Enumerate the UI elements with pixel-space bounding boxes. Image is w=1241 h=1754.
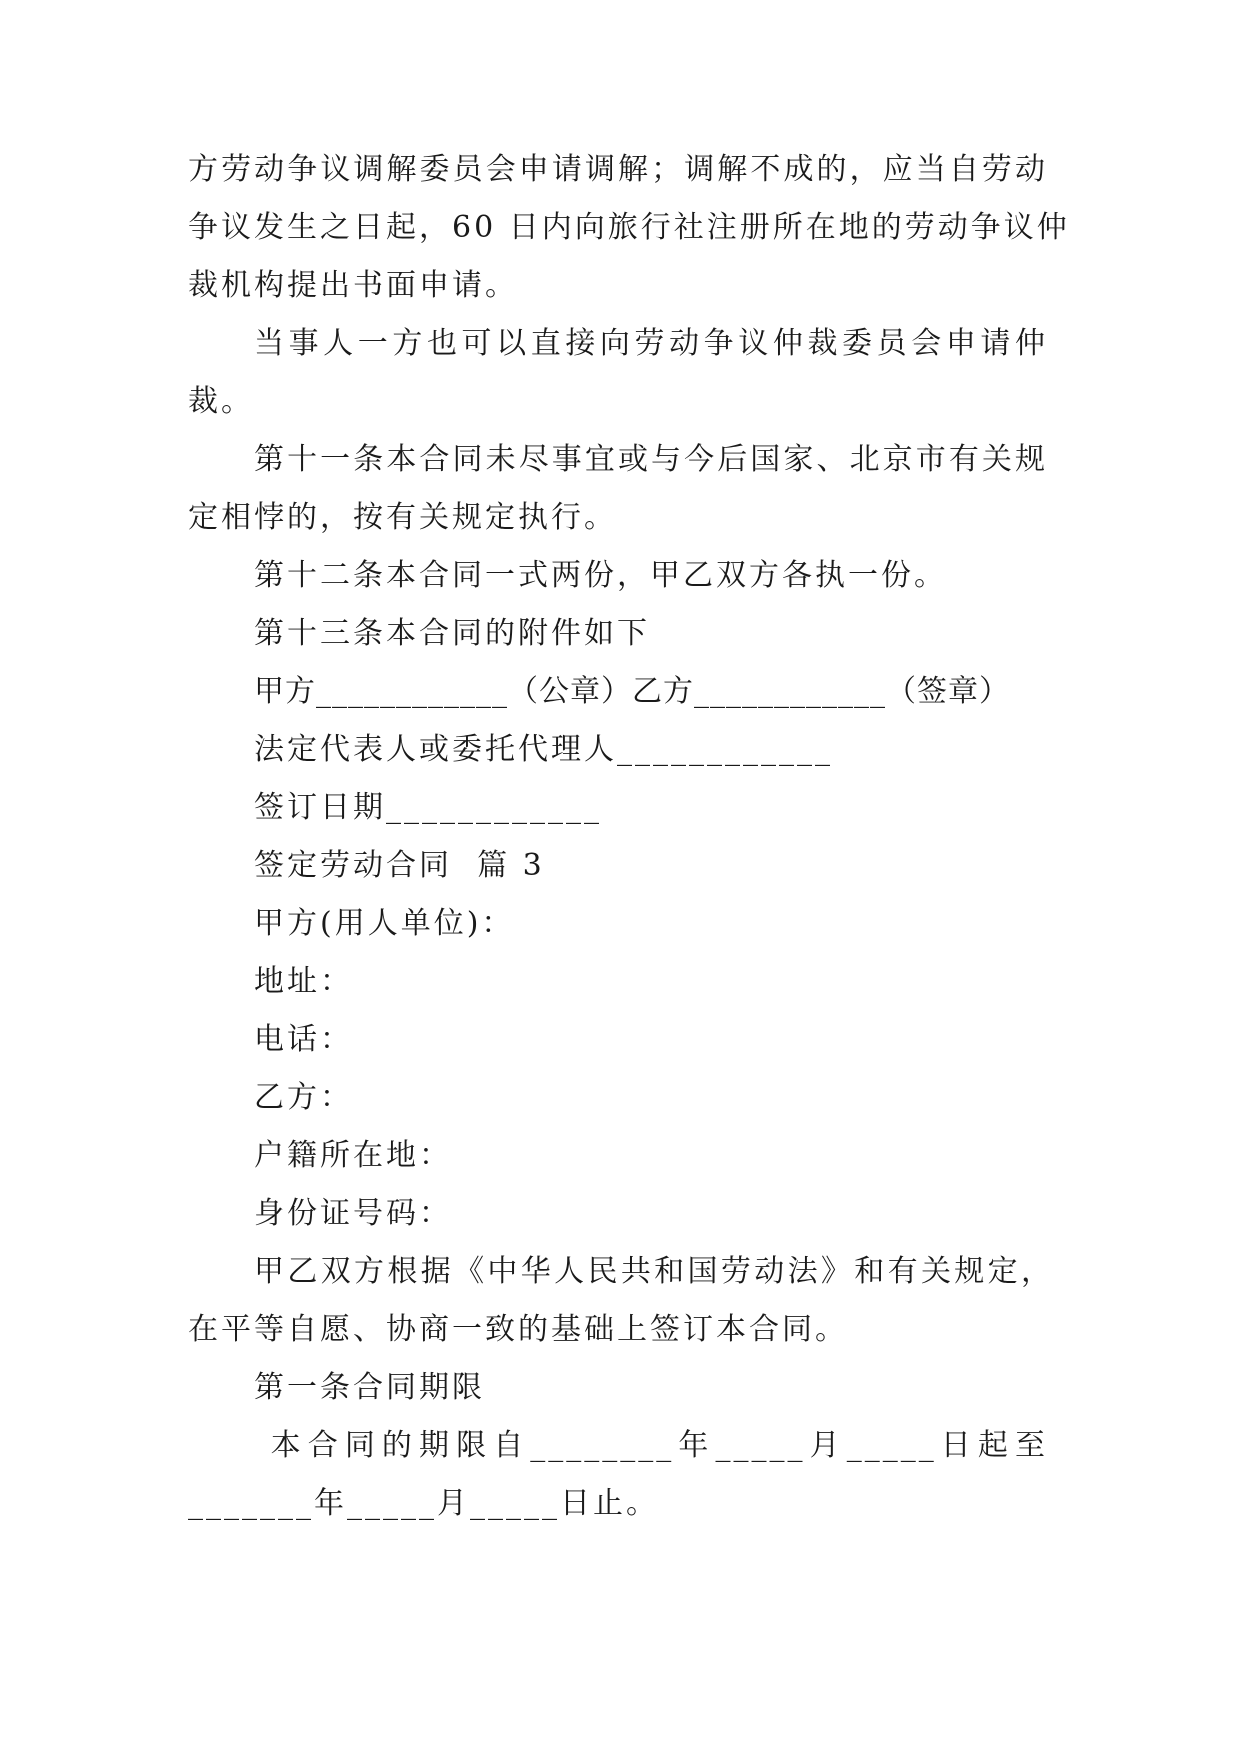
paragraph-line: 第十二条本合同一式两份，甲乙双方各执一份。 xyxy=(254,558,947,593)
signing-date-line: 签订日期____________ xyxy=(254,790,602,825)
paragraph-line: 在平等自愿、协商一致的基础上签订本合同。 xyxy=(188,1312,848,1347)
representative-line: 法定代表人或委托代理人____________ xyxy=(254,732,833,767)
contract-term-line: _______年_____月_____日止。 xyxy=(188,1486,659,1521)
paragraph-line: 争议发生之日起，60 日内向旅行社注册所在地的劳动争议仲 xyxy=(188,210,1070,245)
paragraph-line: 方劳动争议调解委员会申请调解；调解不成的，应当自劳动 xyxy=(188,152,1048,187)
party-b-label: 乙方： xyxy=(254,1080,353,1115)
address-label: 地址： xyxy=(254,964,353,999)
paragraph-line: 裁。 xyxy=(188,384,254,419)
household-label: 户籍所在地： xyxy=(254,1138,452,1173)
paragraph-line: 当事人一方也可以直接向劳动争议仲裁委员会申请仲 xyxy=(254,326,1048,361)
contract-term-line: 本合同的期限自________年_____月_____日起至 xyxy=(254,1428,1048,1463)
section-heading: 签定劳动合同 篇 3 xyxy=(254,848,545,883)
party-a-label: 甲方(用人单位)： xyxy=(254,906,515,941)
article-heading: 第一条合同期限 xyxy=(254,1370,485,1405)
paragraph-line: 定相悖的，按有关规定执行。 xyxy=(188,500,617,535)
paragraph-line: 第十一条本合同未尽事宜或与今后国家、北京市有关规 xyxy=(254,442,1048,477)
paragraph-line: 裁机构提出书面申请。 xyxy=(188,268,518,303)
phone-label: 电话： xyxy=(254,1022,353,1057)
signature-line: 甲方____________（公章）乙方____________（签章） xyxy=(254,674,1010,709)
paragraph-line: 甲乙双方根据《中华人民共和国劳动法》和有关规定， xyxy=(254,1254,1054,1289)
id-number-label: 身份证号码： xyxy=(254,1196,452,1231)
paragraph-line: 第十三条本合同的附件如下 xyxy=(254,616,650,651)
